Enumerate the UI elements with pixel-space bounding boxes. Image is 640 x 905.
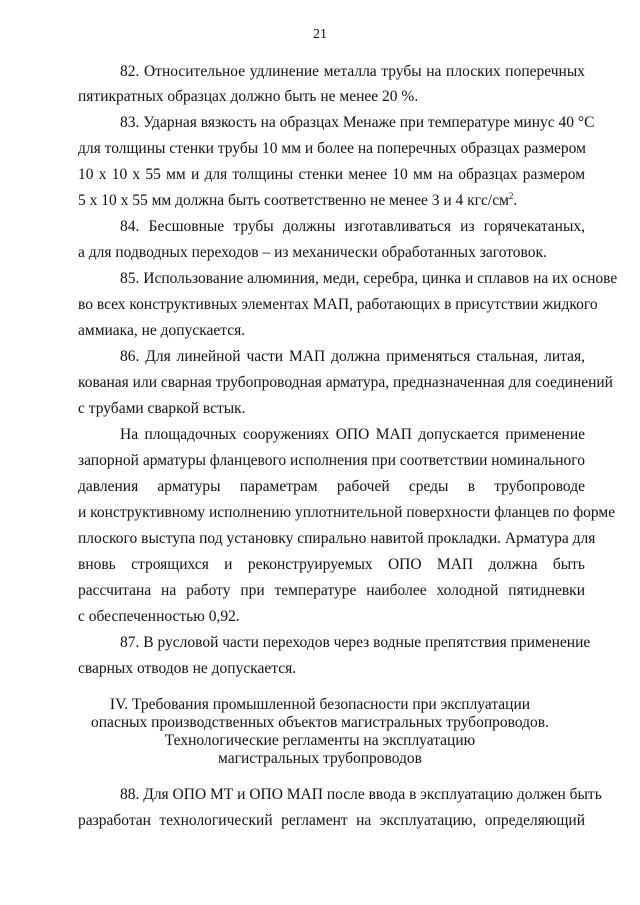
p86-line-1: 86. Для линейной части МАП должна применяться стальная, литая, <box>120 348 585 365</box>
p82-line-1: 82. Относительное удлинение металла трубы на плоских поперечных <box>120 63 585 80</box>
p86b-line-1: На площадочных сооружениях ОПО МАП допускается применение <box>120 426 585 443</box>
section-heading-line-2: опасных производственных объектов магистральных трубопроводов. <box>91 714 549 731</box>
p86b-line-5: плоского выступа под установку спирально навитой прокладки. Арматура для <box>78 530 596 547</box>
section-heading-line-4: магистральных трубопроводов <box>218 750 422 767</box>
section-heading-line-1: IV. Требования промышленной безопасности при эксплуатации <box>109 696 531 713</box>
p82-line-2: пятикратных образцах должно быть не менее 20 %. <box>78 88 419 105</box>
p86b-line-3: давления арматуры параметрам рабочей среды в трубопроводе <box>78 478 585 495</box>
section-heading-line-3: Технологические регламенты на эксплуатацию <box>164 732 476 749</box>
p85-line-1: 85. Использование алюминия, меди, серебра, цинка и сплавов на их основе <box>120 270 618 287</box>
p86b-line-8: с обеспеченностью 0,92. <box>78 608 240 625</box>
superscript-2: 2 <box>508 190 514 201</box>
page-number: 21 <box>313 27 327 42</box>
p85-line-3: аммиака, не допускается. <box>78 322 246 339</box>
p88-line-2: разработан технологический регламент на эксплуатацию, определяющий <box>78 812 585 829</box>
p86b-line-2: запорной арматуры фланцевого исполнения при соответствии номинального <box>78 452 585 469</box>
p86b-line-4: и конструктивному исполнению уплотнительной поверхности фланцев по форме <box>78 504 616 521</box>
p83-line-1: 83. Ударная вязкость на образцах Менаже при температуре минус 40 °С <box>120 114 595 131</box>
p88-line-1: 88. Для ОПО МТ и ОПО МАП после ввода в эксплуатацию должен быть <box>120 786 602 803</box>
p87-line-1: 87. В русловой части переходов через водные препятствия применение <box>120 634 591 651</box>
p87-line-2: сварных отводов не допускается. <box>78 660 297 677</box>
p86-line-2: кованая или сварная трубопроводная арматура, предназначенная для соединений <box>78 374 613 391</box>
p83-line-2: для толщины стенки трубы 10 мм и более на поперечных образцах размером <box>78 140 586 157</box>
p83-line-4: 5 х 10 х 55 мм должна быть соответственно не менее 3 и 4 кгс/$см^2$. <box>78 190 518 209</box>
p86b-line-7: рассчитана на работу при температуре наиболее холодной пятидневки <box>78 582 585 599</box>
p86-line-3: с трубами сваркой встык. <box>78 400 246 417</box>
p86b-line-6: вновь строящихся и реконструируемых ОПО МАП должна быть <box>78 556 585 573</box>
p84-line-2: а для подводных переходов – из механически обработанных заготовок. <box>78 244 547 261</box>
p84-line-1: 84. Бесшовные трубы должны изготавливаться из горячекатаных, <box>120 218 585 235</box>
p85-line-2: во всех конструктивных элементах МАП, работающих в присутствии жидкого <box>78 296 598 313</box>
p83-line-3: 10 х 10 х 55 мм и для толщины стенки менее 10 мм на образцах размером <box>78 166 585 183</box>
